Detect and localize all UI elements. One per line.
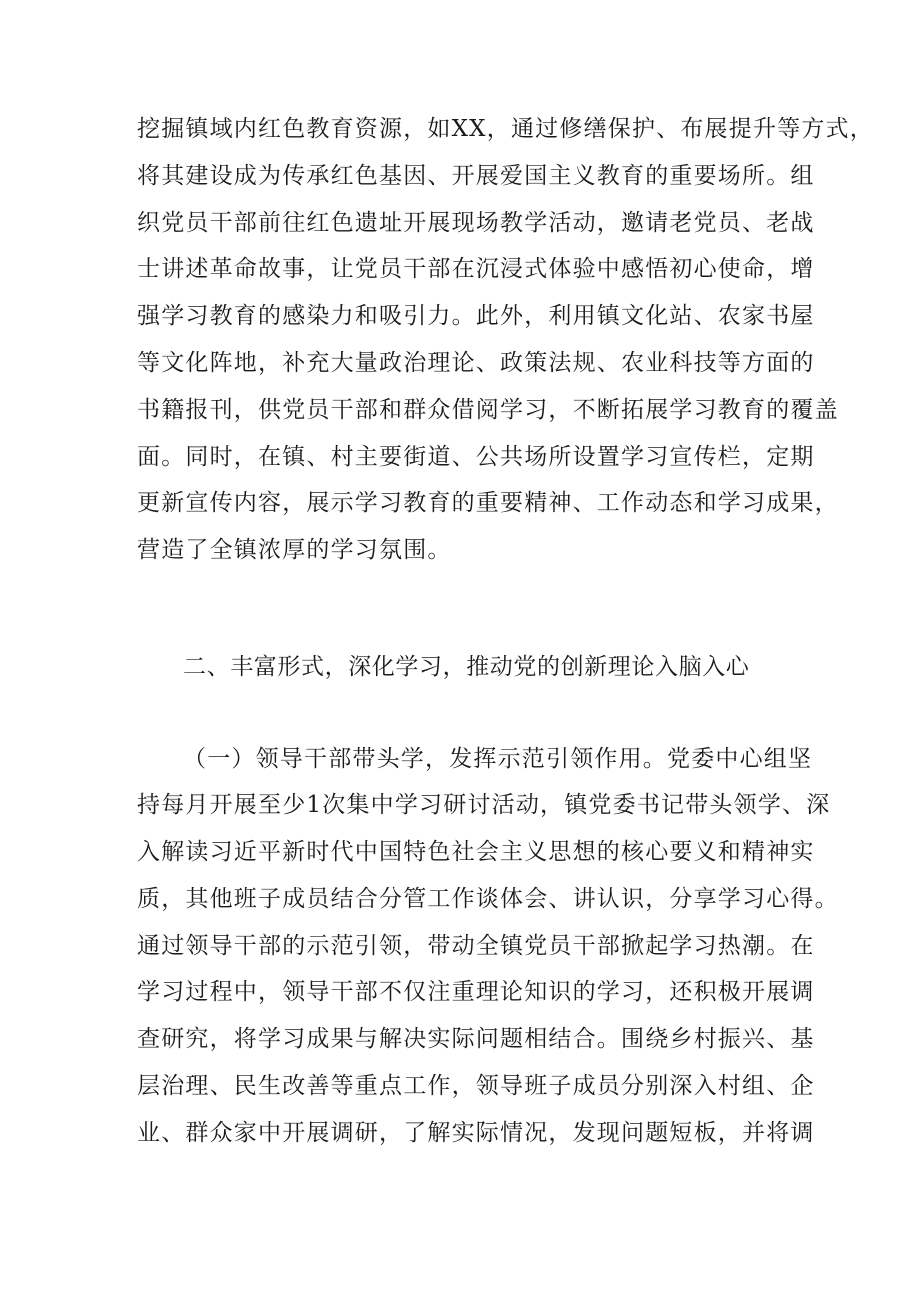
paragraph-2-line: 层治理、民生改善等重点工作，领导班子成员分别深入村组、企 [137, 1073, 815, 1099]
paragraph-1-line: 更新宣传内容，展示学习教育的重要精神、工作动态和学习成果， [137, 490, 839, 516]
paragraph-2-line: 持每月开展至少1次集中学习研讨活动，镇党委书记带头领学、深 [137, 792, 831, 818]
paragraph-1-line: 士讲述革命故事，让党员干部在沉浸式体验中感悟初心使命，增 [137, 256, 815, 282]
paragraph-2-line: 查研究，将学习成果与解决实际问题相结合。围绕乡村振兴、基 [137, 1026, 815, 1052]
paragraph-2-line: 通过领导干部的示范引领，带动全镇党员干部掀起学习热潮。在 [137, 933, 815, 959]
paragraph-1-line: 书籍报刊，供党员干部和群众借阅学习，不断拓展学习教育的覆盖 [137, 397, 839, 423]
paragraph-2-line: （一）领导干部带头学，发挥示范引领作用。党委中心组坚 [183, 746, 813, 772]
section-heading: 二、丰富形式，深化学习，推动党的创新理论入脑入心 [183, 654, 750, 680]
paragraph-1-line: 强学习教育的感染力和吸引力。此外，利用镇文化站、农家书屋 [137, 303, 815, 329]
paragraph-2-line: 质，其他班子成员结合分管工作谈体会、讲认识，分享学习心得。 [137, 886, 839, 912]
paragraph-1-line: 挖掘镇域内红色教育资源，如XX，通过修缮保护、布展提升等方式， [137, 116, 874, 142]
paragraph-2-line: 业、群众家中开展调研，了解实际情况，发现问题短板，并将调 [137, 1120, 815, 1146]
paragraph-2-line: 入解读习近平新时代中国特色社会主义思想的核心要义和精神实 [137, 839, 815, 865]
paragraph-1-line: 营造了全镇浓厚的学习氛围。 [137, 537, 452, 563]
paragraph-1-line: 面。同时，在镇、村主要街道、公共场所设置学习宣传栏，定期 [137, 444, 815, 470]
paragraph-2-line: 学习过程中，领导干部不仅注重理论知识的学习，还积极开展调 [137, 979, 815, 1005]
paragraph-1-line: 织党员干部前往红色遗址开展现场教学活动，邀请老党员、老战 [137, 210, 815, 236]
paragraph-1-line: 将其建设成为传承红色基因、开展爱国主义教育的重要场所。组 [137, 163, 815, 189]
paragraph-1-line: 等文化阵地，补充大量政治理论、政策法规、农业科技等方面的 [137, 350, 815, 376]
